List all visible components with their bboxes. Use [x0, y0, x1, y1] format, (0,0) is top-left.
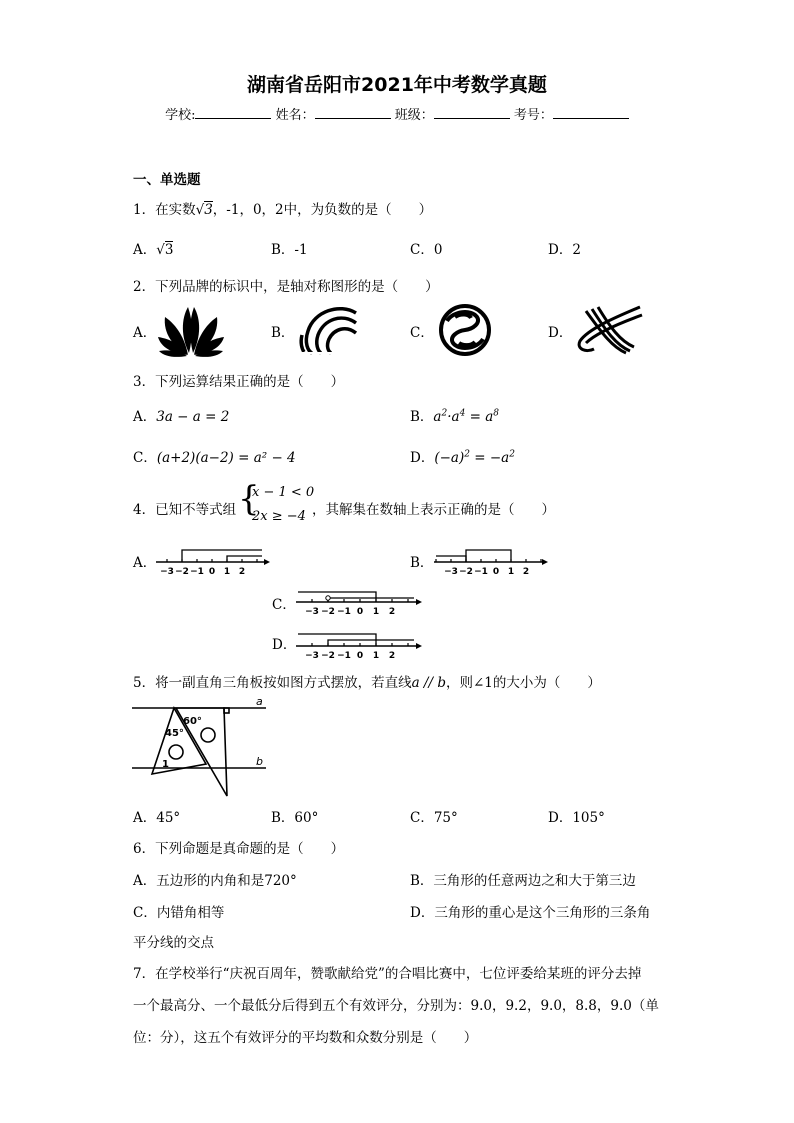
- label-60: 60°: [183, 716, 202, 727]
- q3-option-d[interactable]: [410, 446, 515, 466]
- q6-stem: 6．下列命题是真命题的是（ ）: [133, 841, 345, 857]
- name-blank: [315, 106, 391, 119]
- tick-label: −1: [337, 607, 351, 617]
- q7-line-2: 一个最高分、一个最低分后得到五个有效评分，分别为：9.0，9.2，9.0，8.8，9.0（单: [133, 998, 659, 1014]
- q6-option-a[interactable]: A．五边形的内角和是720°: [133, 873, 297, 889]
- tick-label: −2: [459, 567, 473, 576]
- q3-option-b[interactable]: [410, 405, 499, 425]
- q1-option-d[interactable]: D．2: [548, 242, 581, 258]
- hole-right: [201, 728, 215, 742]
- class-label: 班级：: [394, 108, 434, 123]
- triangle-set-figure: [132, 696, 268, 800]
- exam-no-blank: [553, 106, 629, 119]
- q4-stem-part2: ，其解集在数轴上表示正确的是（ ）: [312, 502, 555, 518]
- q6-option-c[interactable]: C．内错角相等: [133, 905, 225, 921]
- tick-label: 0: [208, 567, 216, 576]
- label-angle1: 1: [162, 759, 169, 770]
- q4-option-c[interactable]: C．: [272, 597, 296, 613]
- tick-label: −2: [175, 567, 189, 576]
- q3-option-b-expr: $a^2\cdot a^4 = a^8$: [433, 408, 499, 425]
- ribbon-logo-icon: [572, 303, 644, 355]
- q5-stem-part2: ，则∠1的大小为（ ）: [445, 675, 601, 691]
- q2-option-c[interactable]: C．: [410, 325, 434, 341]
- axis-arrow-icon: [416, 643, 422, 649]
- open-point: [326, 596, 330, 600]
- q1-stem: [133, 198, 432, 218]
- q6-option-d-continued: 平分线的交点: [133, 935, 214, 951]
- q5-option-d[interactable]: D．105°: [548, 810, 605, 826]
- q3-option-a-label: A．: [133, 409, 157, 425]
- q1-option-c[interactable]: C．0: [410, 242, 443, 258]
- tick-label: 2: [238, 567, 246, 576]
- q1-stem-part2: ，-1，0，2中，为负数的是（ ）: [212, 202, 433, 218]
- q1-option-a[interactable]: [133, 238, 173, 258]
- q3-option-d-label: D．: [410, 450, 435, 466]
- q5-option-c[interactable]: C．75°: [410, 810, 458, 826]
- tick-label: 0: [492, 567, 500, 576]
- solution-bracket: [298, 592, 376, 602]
- q6-option-b[interactable]: B．三角形的任意两边之和大于第三边: [410, 873, 636, 889]
- axis-arrow-icon: [264, 559, 270, 565]
- q4-stem-part1: 4．已知不等式组: [133, 502, 237, 518]
- exam-no-label: 考号：: [513, 108, 553, 123]
- tick-label: 1: [507, 567, 515, 576]
- label-45: 45°: [165, 728, 184, 739]
- q3-option-a-expr: 3a − a = 2: [156, 409, 230, 425]
- number-line-d: [292, 624, 422, 662]
- q2-option-a[interactable]: A．: [133, 325, 157, 341]
- q5-stem: [133, 671, 601, 691]
- tick-label: −1: [190, 567, 204, 576]
- q3-option-d-expr: $(-a)^2 = -a^2$: [434, 449, 515, 466]
- q6-option-d[interactable]: D．三角形的重心是这个三角形的三条角: [410, 905, 651, 921]
- student-info-line: [0, 104, 794, 123]
- tick-label: −2: [321, 607, 335, 617]
- number-line-a: [152, 540, 270, 576]
- number-line-b: [430, 540, 548, 576]
- tick-label: 2: [388, 607, 396, 617]
- tick-label: 0: [356, 607, 364, 617]
- q4-option-a[interactable]: A．: [133, 555, 157, 571]
- q3-option-b-label: B．: [410, 409, 434, 425]
- tick-label: −1: [337, 651, 351, 661]
- q4-option-d[interactable]: D．: [272, 637, 297, 653]
- right-angle-mark: [224, 708, 229, 713]
- name-label: 姓名：: [275, 108, 315, 123]
- q1-option-b[interactable]: B．-1: [271, 242, 308, 258]
- q1-stem-part1: 1．在实数: [133, 202, 196, 218]
- q2-option-d[interactable]: D．: [548, 325, 573, 341]
- tick-label: 1: [372, 651, 380, 661]
- hole-left: [169, 745, 183, 759]
- q5-option-a[interactable]: A．45°: [133, 810, 181, 826]
- q1-option-a-label: A．: [133, 242, 157, 258]
- tick-label: 2: [522, 567, 530, 576]
- solution-bracket: [466, 550, 511, 562]
- q7-line-1: 7．在学校举行“庆祝百周年，赞歌献给党”的合唱比赛中，七位评委给某班的评分去掉: [133, 966, 642, 982]
- system-brace: {: [238, 479, 260, 519]
- tick-label: 1: [372, 607, 380, 617]
- school-label: 学校:: [165, 108, 196, 123]
- tick-label: 0: [356, 651, 364, 661]
- axis-arrow-icon: [416, 599, 422, 605]
- q3-option-c-label: C．: [133, 450, 157, 466]
- tick-label: −3: [305, 607, 319, 617]
- tick-label: 2: [388, 651, 396, 661]
- class-blank: [434, 106, 510, 119]
- q4-inequality-2: 2x ≥ −4: [252, 509, 306, 524]
- china-mobile-logo-icon: [437, 303, 493, 357]
- q4-option-b[interactable]: B．: [410, 555, 434, 571]
- tick-label: −1: [474, 567, 488, 576]
- label-b: b: [256, 755, 263, 768]
- q7-line-3: 位：分），这五个有效评分的平均数和众数分别是（ ）: [133, 1030, 478, 1046]
- q3-option-c-expr: (a+2)(a−2) = a² − 4: [156, 450, 296, 466]
- tick-label: −3: [160, 567, 174, 576]
- school-blank: [195, 106, 271, 119]
- q5-option-b[interactable]: B．60°: [271, 810, 319, 826]
- sqrt3-symbol: √3: [156, 242, 174, 258]
- parallel-expr: a // b: [411, 675, 446, 691]
- axis-arrow-icon: [542, 559, 548, 565]
- section-heading: 一、单选题: [133, 172, 201, 188]
- q5-stem-part1: 5．将一副直角三角板按如图方式摆放，若直线: [133, 675, 412, 691]
- page-title: 湖南省岳阳市2021年中考数学真题: [247, 74, 547, 96]
- label-a: a: [256, 696, 263, 708]
- swirl-logo-icon: [294, 305, 358, 355]
- q3-option-a[interactable]: [133, 405, 229, 425]
- number-line-c: [292, 582, 422, 618]
- tick-label: 1: [223, 567, 231, 576]
- tick-label: −3: [444, 567, 458, 576]
- huawei-logo-icon: [158, 303, 224, 357]
- solution-bracket: [328, 640, 414, 646]
- q4-inequality-1: x − 1 < 0: [252, 485, 315, 500]
- tick-label: −2: [321, 651, 335, 661]
- tick-label: −3: [305, 651, 319, 661]
- sqrt3-symbol: √3: [195, 202, 213, 218]
- q3-option-c[interactable]: [133, 446, 296, 466]
- q2-option-b[interactable]: B．: [271, 325, 295, 341]
- q3-stem: 3．下列运算结果正确的是（ ）: [133, 374, 345, 390]
- q2-stem: 2．下列品牌的标识中，是轴对称图形的是（ ）: [133, 279, 439, 295]
